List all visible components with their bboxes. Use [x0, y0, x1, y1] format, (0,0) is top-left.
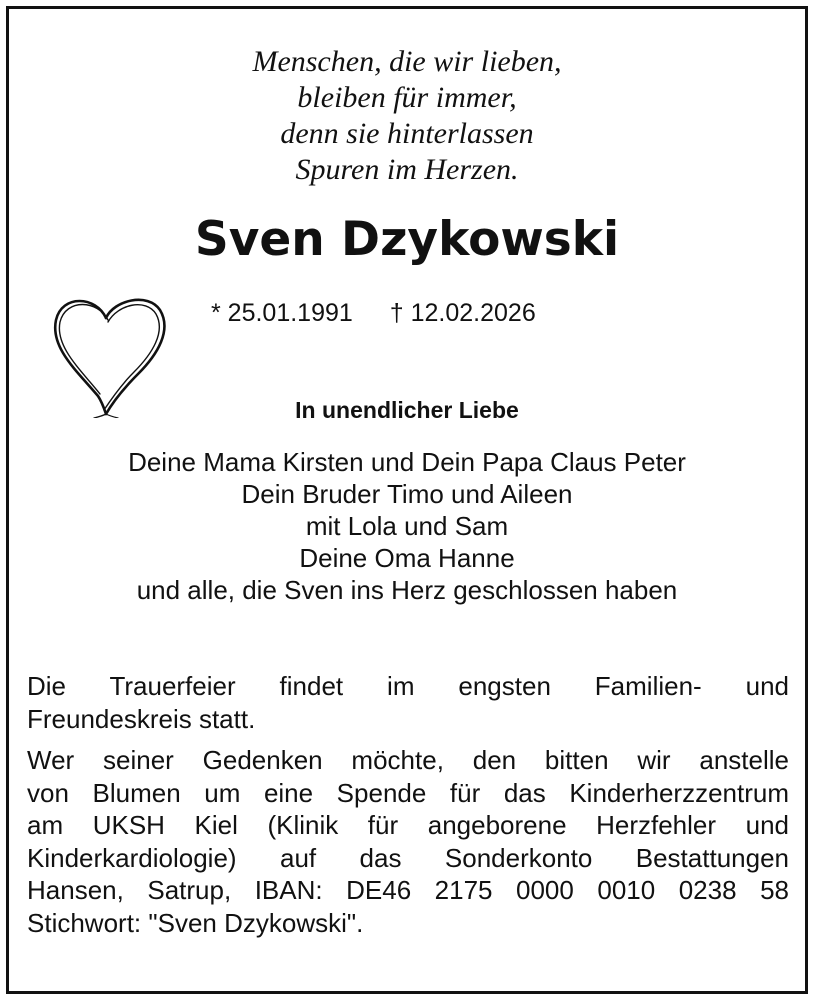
- mourners-heading: In unendlicher Liebe: [295, 397, 519, 423]
- quote-line: bleiben für immer,: [297, 81, 517, 114]
- life-dates: [211, 296, 536, 330]
- paragraph-line: von Blumen um eine Spende für das Kinderherzzentrum: [27, 777, 789, 808]
- paragraph-line: Freundeskreis statt.: [27, 703, 256, 734]
- quote-line: Menschen, die wir lieben,: [252, 45, 562, 78]
- quote-line: denn sie hinterlassen: [280, 117, 534, 150]
- funeral-info-paragraph: [27, 670, 789, 735]
- birth-date: * 25.01.1991: [211, 299, 353, 327]
- paragraph-line: am UKSH Kiel (Klinik für angeborene Herzfehler und: [27, 810, 789, 840]
- mourner-line: und alle, die Sven ins Herz geschlossen haben: [136, 575, 678, 605]
- mourner-line: Deine Mama Kirsten und Dein Papa Claus Peter: [128, 447, 686, 477]
- mourners-list: [0, 446, 814, 606]
- mourner-line: mit Lola und Sam: [305, 511, 509, 541]
- paragraph-line: Kinderkardiologie) auf das Sonderkonto Bestattungen: [27, 842, 789, 873]
- death-date: † 12.02.2026: [389, 299, 536, 327]
- mourner-line: Dein Bruder Timo und Aileen: [241, 479, 573, 509]
- quote-line: Spuren im Herzen.: [295, 153, 519, 186]
- paragraph-line: Hansen, Satrup, IBAN: DE46 2175 0000 0010 0238 58: [27, 875, 789, 905]
- paragraph-line: Die Trauerfeier findet im engsten Familien- und: [27, 671, 789, 701]
- donation-info-paragraph: [27, 744, 789, 939]
- paragraph-line: Stichwort: "Sven Dzykowski".: [27, 907, 364, 938]
- mourner-line: Deine Oma Hanne: [299, 543, 515, 573]
- paragraph-line: Wer seiner Gedenken möchte, den bitten wir anstelle: [27, 745, 789, 775]
- memorial-quote: [0, 44, 814, 188]
- deceased-name: Sven Dzykowski: [194, 212, 620, 267]
